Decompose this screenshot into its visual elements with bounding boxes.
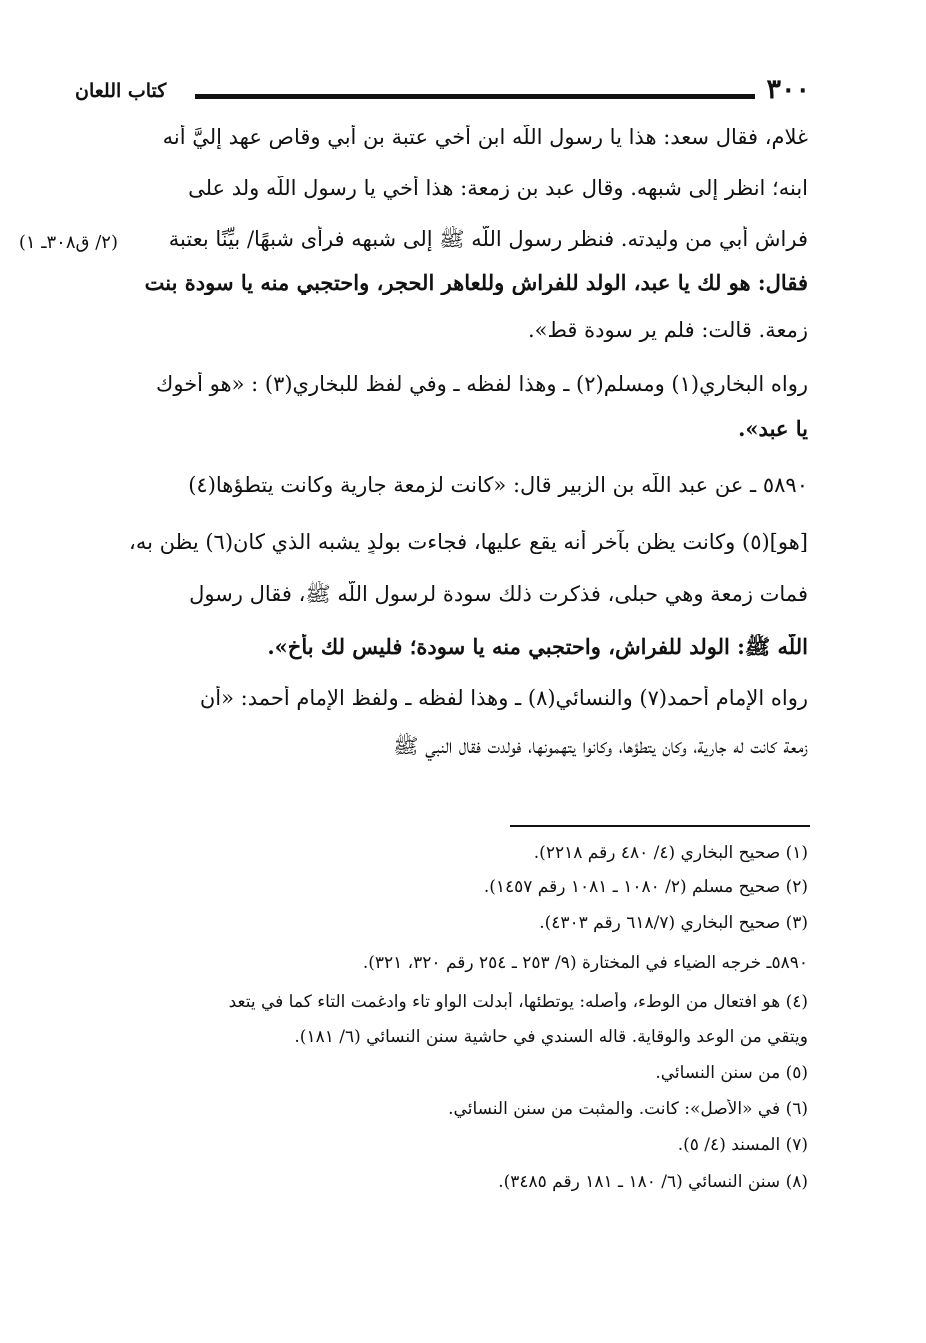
- body-line: زمعة. قالت: فلم ير سودة قط».: [527, 318, 808, 342]
- book-title: كتاب اللعان: [75, 80, 167, 102]
- footnote: (٨) سنن النسائي (٦/ ١٨٠ ـ ١٨١ رقم ٣٤٨٥).: [498, 1172, 808, 1192]
- body-line: فقال: هو لك يا عبد، الولد للفراش وللعاهر الحجر، واحتجبي منه يا سودة بنت: [144, 270, 808, 295]
- footnote: (١) صحيح البخاري (٤/ ٤٨٠ رقم ٢٢١٨).: [533, 843, 808, 863]
- page-number: ٣٠٠: [766, 74, 810, 105]
- body-line: فمات زمعة وهي حبلى، فذكرت ذلك سودة لرسول اللَّه ﷺ، فقال رسول: [189, 582, 808, 606]
- footnote: (٣) صحيح البخاري (٦١٨/٧ رقم ٤٣٠٣).: [539, 913, 808, 933]
- body-line: رواه البخاري(١) ومسلم(٢) ـ وهذا لفظه ـ وفي لفظ للبخاري(٣) : «هو أخوك: [156, 372, 808, 396]
- manuscript-margin-note: (٢/ ق٣٠٨ـ ١): [18, 232, 118, 253]
- body-line: غلامٍ، فقال سعد: هذا يا رسول اللَّه ابن أخي عتبة بن أبي وقاص عهد إليَّ أنه: [162, 125, 808, 149]
- body-line: اللَّه ﷺ: الولد للفراش، واحتجبي منه يا سودة؛ فليس لك بأخ».: [267, 634, 808, 659]
- body-line: [هو](٥) وكانت يظن بآخر أنه يقع عليها، فجاءت بولدٍ يشبه الذي كان(٦) يظن به،: [129, 530, 808, 554]
- footnote: ويتقي من الوعد والوقاية. قاله السندي في حاشية سنن النسائي (٦/ ١٨١).: [294, 1027, 808, 1047]
- body-line: ابنه؛ انظر إلى شبهه. وقال عبد بن زمعة: هذا أخي يا رسول اللَّه ولد على: [188, 176, 808, 200]
- footnote: (٤) هو افتعال من الوطء، وأصله: يوتطئها، أبدلت الواو تاء وادغمت التاء كما في يتعد: [228, 992, 808, 1012]
- footnote: ٥٨٩٠ـ خرجه الضياء في المختارة (٩/ ٢٥٣ ـ ٢٥٤ رقم ٣٢٠، ٣٢١).: [362, 953, 808, 973]
- footnote: (٧) المسند (٤/ ٥).: [677, 1135, 808, 1155]
- header-rule: [195, 94, 755, 99]
- footnote: (٥) من سنن النسائي.: [655, 1063, 808, 1083]
- body-line: زمعة كانت له جارية، وكان يتطؤها، وكانوا يتهمونها، فولدت فقال النبي ﷺ: [393, 734, 808, 758]
- body-line: رواه الإمام أحمد(٧) والنسائي(٨) ـ وهذا لفظه ـ ولفظ الإمام أحمد: «أن: [199, 686, 808, 710]
- footnote: (٢) صحيح مسلم (٢/ ١٠٨٠ ـ ١٠٨١ رقم ١٤٥٧).: [483, 877, 808, 897]
- body-line: فراش أبي من وليدته. فنظر رسول اللَّه ﷺ إلى شبهه فرأى شبهًا/ بيِّنًا بعتبة: [168, 227, 808, 251]
- footnote: (٦) في «الأصل»: كانت. والمثبت من سنن النسائي.: [448, 1099, 808, 1119]
- body-line: يا عبد».: [738, 416, 808, 441]
- hadith-5890-line: ٥٨٩٠ ـ عن عبد اللَّه بن الزبير قال: «كانت لزمعة جارية وكانت يتطؤها(٤): [188, 473, 808, 497]
- footnote-separator: [510, 825, 810, 827]
- page-header: [75, 74, 810, 112]
